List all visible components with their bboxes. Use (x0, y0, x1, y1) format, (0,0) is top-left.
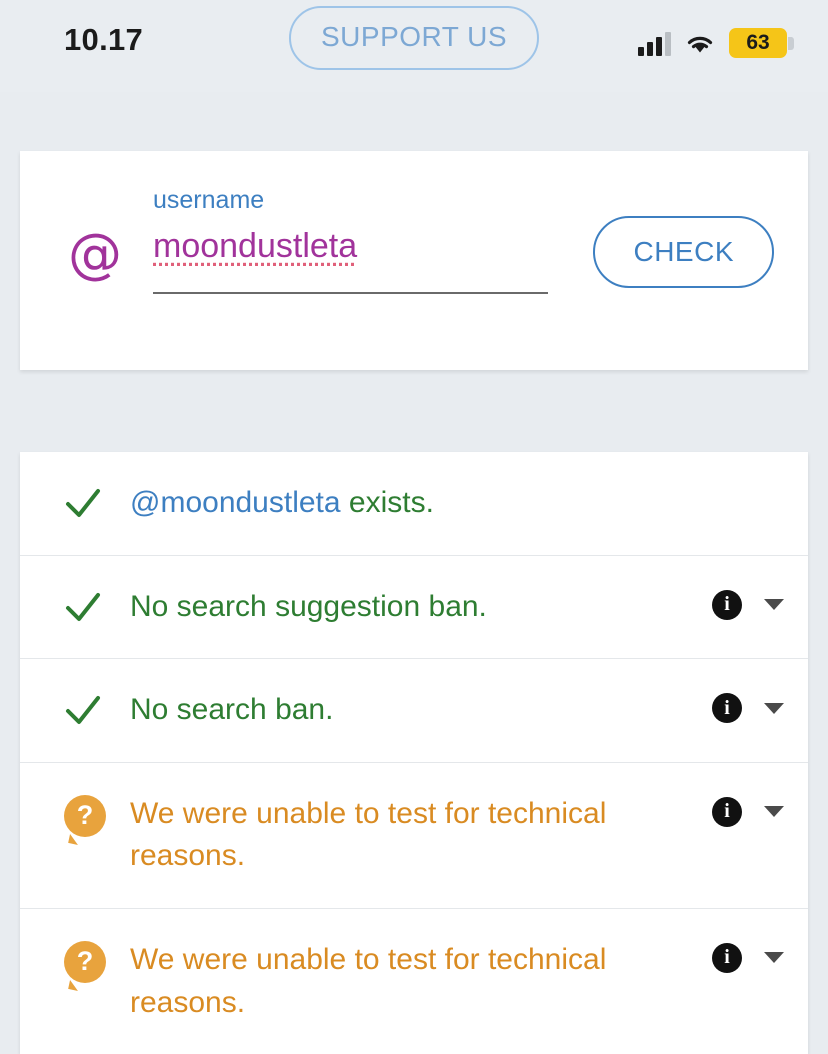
at-icon: @ (68, 222, 122, 285)
status-bar (0, 0, 828, 92)
check-icon (64, 689, 130, 729)
chevron-down-icon[interactable] (764, 703, 784, 714)
username-field-label: username (153, 186, 265, 214)
battery-level: 63 (729, 28, 787, 58)
row-actions (712, 586, 784, 620)
clock: 10.17 (64, 22, 144, 57)
result-text: No search suggestion ban. (130, 589, 487, 623)
info-icon[interactable]: i (712, 797, 742, 827)
row-actions-empty (712, 482, 784, 486)
question-mark: ? (64, 795, 106, 837)
status-icons (638, 28, 794, 58)
table-row[interactable] (20, 556, 808, 660)
result-text: We were unable to test for technical reasons. (130, 942, 607, 1019)
check-icon (64, 586, 130, 626)
battery-icon (729, 28, 794, 58)
result-handle: @moondustleta (130, 486, 341, 519)
check-icon (64, 482, 130, 522)
username-input[interactable] (153, 227, 548, 294)
question-bubble-icon (64, 939, 130, 983)
table-row[interactable] (20, 659, 808, 763)
row-actions (712, 793, 784, 827)
table-row[interactable] (20, 452, 808, 556)
check-button[interactable]: CHECK (593, 216, 774, 288)
info-icon[interactable]: i (712, 590, 742, 620)
row-actions (712, 939, 784, 973)
chevron-down-icon[interactable] (764, 599, 784, 610)
result-text: No search ban. (130, 693, 334, 727)
signal-bars-icon (638, 30, 671, 56)
table-row[interactable] (20, 763, 808, 909)
chevron-down-icon[interactable] (764, 806, 784, 817)
support-us-button[interactable]: SUPPORT US (289, 6, 539, 70)
info-icon[interactable]: i (712, 943, 742, 973)
username-search-card (20, 151, 808, 370)
table-row[interactable] (20, 909, 808, 1054)
question-bubble-icon (64, 793, 130, 837)
info-icon[interactable]: i (712, 693, 742, 723)
results-list (20, 452, 808, 1054)
result-text (130, 482, 712, 525)
result-text: We were unable to test for technical reasons. (130, 796, 607, 873)
chevron-down-icon[interactable] (764, 952, 784, 963)
result-message: exists. (340, 486, 434, 519)
wifi-icon (684, 31, 716, 55)
question-mark: ? (64, 941, 106, 983)
row-actions (712, 689, 784, 723)
